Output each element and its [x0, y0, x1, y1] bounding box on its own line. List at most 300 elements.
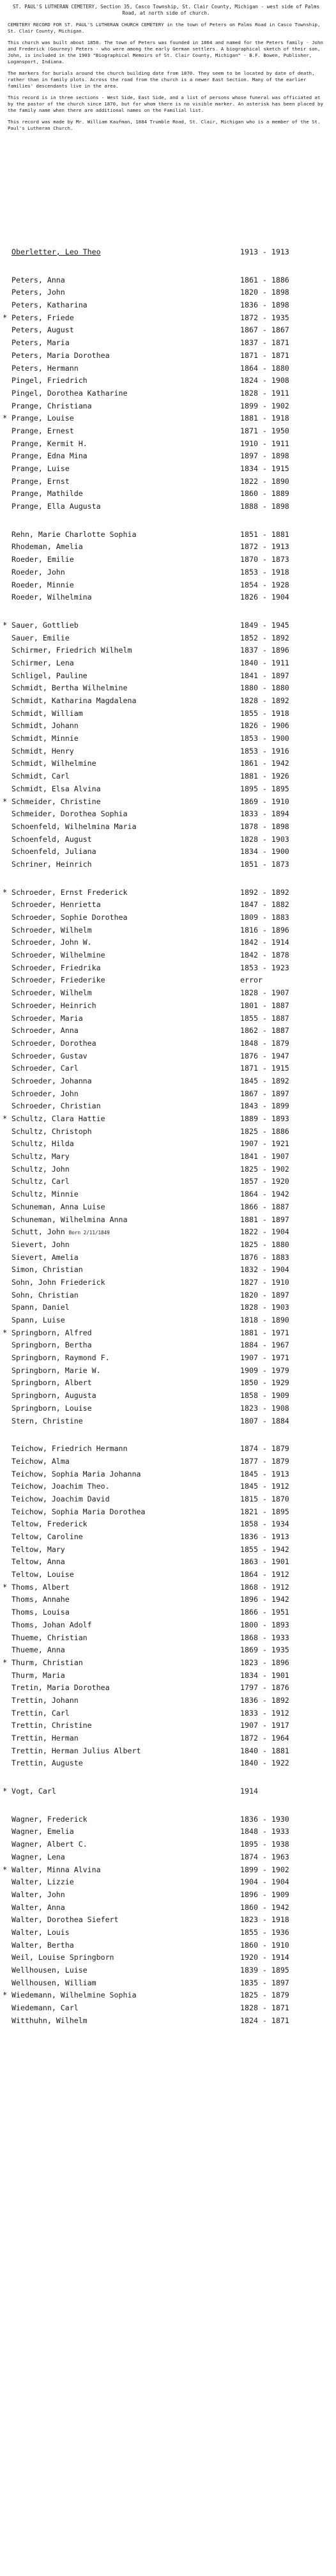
burial-years: 1866 - 1887: [240, 1202, 289, 1211]
burial-name-text: Trettin, Christine: [11, 1721, 92, 1730]
burial-name-text: Schroeder, Friedrika: [11, 963, 101, 972]
burial-name-text: Springborn, Alfred: [11, 1328, 92, 1337]
burial-name-text: Prange, Ernst: [11, 476, 70, 486]
burial-name: [11, 438, 88, 451]
history-paragraph: This church was built about 1858. The town of Peters was founded in 1864 and named for the Peters family - John and Frederick (Gourney) Peters - who were among the early German settlers. A biographical sketch of their son, John, is included in the 1903 "Biographical Memoirs of St. Clair County, Michigan" - B.F. Bowen, Publisher, Logansport, Indiana.: [8, 40, 326, 65]
burial-name-text: Schroeder, John: [11, 1089, 79, 1098]
burial-name-text: Schuneman, Wilhelmina Anna: [11, 1214, 128, 1224]
burial-name-text: Schmidt, Johann: [11, 721, 79, 731]
burial-name-text: Teltow, Mary: [11, 1544, 65, 1554]
burial-name: [11, 1657, 83, 1670]
asterisk-icon: *: [3, 1990, 8, 2000]
burial-years: 1828 - 1871: [240, 2003, 289, 2013]
burial-name: [11, 912, 127, 924]
burial-name: [11, 1493, 110, 1506]
burial-name-text: Schultz, Christoph: [11, 1126, 92, 1136]
burial-years: 1828 - 1907: [240, 988, 289, 998]
burial-row: [3, 770, 335, 783]
burial-name-text: Teltow, Caroline: [11, 1532, 83, 1541]
burial-row: [3, 2002, 335, 2015]
burial-name-text: Wagner, Frederick: [11, 1814, 88, 1824]
burial-name-text: Wiedemann, Wilhelmine Sophia: [11, 1990, 137, 2000]
burial-name: [11, 796, 101, 809]
burial-name-text: Schroeder, John W.: [11, 938, 92, 947]
burial-name-text: Schultz, Hilda: [11, 1139, 74, 1149]
burial-name-text: Weil, Louise Springborn: [11, 1953, 114, 1962]
burial-years: 1899 - 1902: [240, 401, 289, 410]
burial-name: [11, 757, 96, 770]
burial-row: [3, 299, 335, 312]
burial-name-text: Schmidt, Wilhelmine: [11, 759, 96, 768]
burial-row: [3, 1569, 335, 1581]
burial-name-text: Thoms, Louisa: [11, 1608, 70, 1617]
burial-row: [3, 324, 335, 337]
burial-row: [3, 632, 335, 645]
asterisk-icon: *: [3, 1328, 8, 1337]
burial-row: [3, 733, 335, 745]
burial-row: [3, 488, 335, 500]
burial-name: [11, 1126, 92, 1138]
burial-years: 1836 - 1898: [240, 300, 289, 310]
burial-name: [11, 1365, 101, 1377]
burial-name-text: Prange, Kermit H.: [11, 438, 88, 448]
burial-name-text: Walter, Louis: [11, 1927, 70, 1937]
burial-row: [3, 936, 335, 949]
burial-years: 1797 - 1876: [240, 1683, 289, 1693]
burial-years: 1807 - 1884: [240, 1416, 289, 1425]
burial-years: 1820 - 1897: [240, 1290, 289, 1300]
burial-years: 1825 - 1902: [240, 1164, 289, 1174]
burial-years: 1828 - 1903: [240, 834, 289, 844]
asterisk-icon: *: [3, 796, 8, 806]
burial-name-text: Teichow, Alma: [11, 1456, 70, 1466]
burial-row: [3, 1301, 335, 1314]
burial-row: [3, 1657, 335, 1670]
burial-name: [11, 1276, 105, 1289]
burial-row: [3, 821, 335, 834]
burial-row: [3, 2015, 335, 2028]
burial-row: [3, 1480, 335, 1493]
burial-row: [3, 949, 335, 962]
burial-name: [11, 350, 110, 362]
burial-row: [3, 1443, 335, 1455]
burial-years: 1825 - 1879: [240, 1990, 289, 2000]
burial-name: [11, 745, 74, 758]
burial-years: 1895 - 1895: [240, 784, 289, 793]
burial-name: [11, 682, 127, 695]
burial-name: [11, 412, 74, 425]
burial-row: [3, 1876, 335, 1889]
burial-row: [3, 438, 335, 451]
burial-name-text: Schroeder, Ernst Frederick: [11, 887, 128, 897]
burial-name: [11, 1402, 92, 1415]
burial-row: [3, 1188, 335, 1201]
burial-name: [11, 962, 101, 975]
burial-years: 1816 - 1896: [240, 925, 289, 935]
burial-name: [11, 808, 127, 821]
burial-name-text: Peters, Katharina: [11, 300, 88, 310]
burial-name: [11, 246, 101, 259]
burial-years: 1845 - 1892: [240, 1076, 289, 1085]
burial-row: [3, 1989, 335, 2002]
burial-name: [11, 733, 79, 745]
intro-paragraph: CEMETERY RECORD FOR ST. PAUL'S LUTHERAN CHURCH CEMETERY in the town of Peters on Palms Road in Casco Township, St. Clair County, Michigan.: [8, 22, 323, 34]
burial-years: 1853 - 1918: [240, 567, 289, 577]
burial-row: [3, 1151, 335, 1163]
burial-row: [3, 619, 335, 632]
burial-years: 1853 - 1923: [240, 963, 289, 972]
burial-name-text: Teichow, Joachim David: [11, 1494, 110, 1503]
burial-years: 1824 - 1908: [240, 376, 289, 385]
asterisk-icon: *: [3, 313, 8, 322]
burial-name-text: Walter, Dorothea Siefert: [11, 1915, 119, 1925]
burial-years: 1877 - 1879: [240, 1456, 289, 1466]
asterisk-icon: *: [3, 1657, 8, 1667]
burial-name-text: Schroeder, Sophie Dorothea: [11, 913, 128, 922]
burial-name-text: Prange, Edna Mina: [11, 451, 88, 461]
burial-name: [11, 1964, 88, 1977]
burial-row: [3, 1468, 335, 1481]
burial-row: [3, 757, 335, 770]
burial-name: [11, 554, 74, 566]
burial-row: [3, 962, 335, 975]
burial-row: [3, 1062, 335, 1075]
burial-name-text: Schmidt, Carl: [11, 772, 70, 781]
burial-row: [3, 541, 335, 554]
burial-row: [3, 246, 335, 259]
burial-name-text: Schmidt, Minnie: [11, 734, 79, 743]
burial-name: [11, 1719, 92, 1732]
burial-name: [11, 1506, 145, 1519]
burial-years: 1876 - 1883: [240, 1252, 289, 1262]
burial-name: [11, 974, 105, 987]
burial-years: 1909 - 1979: [240, 1365, 289, 1375]
burial-name-text: Schroeder, Johanna: [11, 1076, 92, 1085]
burial-years: 1881 - 1926: [240, 772, 289, 781]
burial-row: [3, 1289, 335, 1302]
burial-row: [3, 1050, 335, 1063]
burial-name: [11, 312, 74, 325]
burial-name: [11, 720, 79, 733]
burial-name-text: Prange, Christiana: [11, 401, 92, 410]
asterisk-icon: *: [3, 414, 8, 423]
burial-name-text: Thoms, Annahe: [11, 1595, 70, 1604]
burial-years: 1860 - 1910: [240, 1940, 289, 1950]
burial-name-text: Schmidt, Katharina Magdalena: [11, 696, 137, 705]
burial-name-text: Thoms, Albert: [11, 1582, 70, 1592]
markers-paragraph: The markers for burials around the church building date from 1870. They seem to be located by date of death, rather than in family plots. Across the road from the church is a newer East Section. Many of the earlier families' descendants live in the area.: [8, 70, 318, 89]
burial-name-text: Springborn, Albert: [11, 1378, 92, 1388]
burial-row: [3, 858, 335, 871]
burial-name: [11, 1252, 79, 1264]
burial-years: 1914: [240, 1787, 258, 1796]
burial-years: 1889 - 1893: [240, 1114, 289, 1123]
burial-name-text: Schroeder, Henrietta: [11, 900, 101, 910]
burial-name: [11, 1902, 65, 1914]
burial-name: [11, 1889, 65, 1902]
burial-name: [11, 1151, 70, 1163]
burial-years: 1827 - 1910: [240, 1277, 289, 1287]
burial-name: [11, 1455, 70, 1468]
burial-row: [3, 1314, 335, 1327]
burial-name: [11, 488, 83, 500]
burial-name-text: Simon, Christian: [11, 1265, 83, 1275]
burial-row: [3, 1951, 335, 1964]
burial-row: [3, 1939, 335, 1952]
burial-years: 1881 - 1971: [240, 1328, 289, 1337]
burial-years: 1874 - 1879: [240, 1444, 289, 1454]
burial-name: [11, 1951, 114, 1964]
burial-name: [11, 529, 136, 541]
burial-years: 1896 - 1942: [240, 1595, 289, 1604]
burial-name-text: Schmeider, Christine: [11, 796, 101, 806]
burial-years: 1818 - 1890: [240, 1315, 289, 1324]
burial-years: 1840 - 1922: [240, 1758, 289, 1768]
burial-years: 1801 - 1887: [240, 1000, 289, 1010]
burial-name-text: Schligel, Pauline: [11, 671, 88, 680]
burial-row: [3, 1864, 335, 1877]
burial-row: [3, 644, 335, 657]
burial-name-text: Trettin, Carl: [11, 1708, 70, 1718]
burial-name: [11, 1977, 96, 1990]
burial-name-text: Wagner, Emelia: [11, 1827, 74, 1836]
burial-years: 1834 - 1915: [240, 464, 289, 473]
burial-row: [3, 846, 335, 858]
burial-name: [11, 1352, 110, 1365]
burial-name: [11, 846, 96, 858]
burial-years: 1841 - 1907: [240, 1152, 289, 1161]
burial-row: [3, 1644, 335, 1657]
burial-years: 1876 - 1947: [240, 1051, 289, 1060]
burial-name-text: Thoms, Johan Adolf: [11, 1620, 92, 1629]
burial-name: [11, 1732, 79, 1745]
burial-years: 1826 - 1906: [240, 721, 289, 731]
burial-years: 1861 - 1886: [240, 275, 289, 284]
burial-name-text: Schutt, John: [11, 1227, 65, 1237]
burial-name: [11, 566, 65, 579]
burial-row: [3, 1415, 335, 1428]
burial-name-text: Schuneman, Anna Luise: [11, 1202, 105, 1211]
burial-row: [3, 1013, 335, 1025]
burial-row: [3, 579, 335, 592]
burial-row: [3, 1327, 335, 1340]
burial-name: [11, 1644, 65, 1657]
burial-years: 1848 - 1879: [240, 1038, 289, 1048]
burial-name: [11, 1000, 96, 1013]
burial-years: 1828 - 1892: [240, 696, 289, 705]
burial-name-text: Thueme, Anna: [11, 1645, 65, 1655]
burial-name-text: Schmidt, Elsa Alvina: [11, 784, 101, 793]
burial-years: 1837 - 1896: [240, 646, 289, 655]
burial-name: [11, 1927, 70, 1939]
burial-row: [3, 591, 335, 604]
burial-years: 1855 - 1918: [240, 708, 289, 718]
burial-name-text: Sohn, Christian: [11, 1290, 79, 1300]
burial-years: 1855 - 1887: [240, 1013, 289, 1023]
burial-row: [3, 1531, 335, 1544]
burial-years: 1881 - 1918: [240, 414, 289, 423]
burial-row: [3, 1377, 335, 1390]
burial-name-text: Schultz, Carl: [11, 1177, 70, 1186]
asterisk-icon: *: [3, 1787, 8, 1796]
burial-years: 1834 - 1900: [240, 847, 289, 857]
burial-name: [11, 337, 70, 350]
burial-row: [3, 1927, 335, 1939]
asterisk-icon: *: [3, 1582, 8, 1592]
burial-name: [11, 2015, 88, 2028]
burial-row: [3, 1889, 335, 1902]
burial-row: [3, 695, 335, 708]
burial-name: [11, 1415, 83, 1428]
surname-group: [3, 1785, 335, 1798]
burial-row: [3, 987, 335, 1000]
burial-years: 1880 - 1880: [240, 683, 289, 693]
burial-years: 1871 - 1915: [240, 1064, 289, 1073]
burial-name-text: Teltow, Frederick: [11, 1519, 88, 1529]
burial-row: [3, 1757, 335, 1770]
document-header: [8, 4, 325, 132]
burial-years: 1870 - 1873: [240, 555, 289, 564]
burial-years: 1842 - 1914: [240, 938, 289, 947]
burial-name: [11, 899, 101, 912]
burial-name-text: Schoenfeld, Juliana: [11, 847, 96, 857]
burial-row: [3, 1339, 335, 1352]
burial-name: [11, 579, 74, 592]
burial-name-text: Spann, Luise: [11, 1315, 65, 1324]
burial-years: 1895 - 1938: [240, 1840, 289, 1849]
burial-years: 1864 - 1942: [240, 1190, 289, 1199]
burial-years: 1821 - 1895: [240, 1507, 289, 1516]
burial-years: 1835 - 1897: [240, 1978, 289, 1987]
burial-row: [3, 1518, 335, 1531]
burial-row: [3, 1606, 335, 1619]
asterisk-icon: *: [3, 1865, 8, 1874]
burial-years: 1913 - 1913: [240, 247, 289, 256]
burial-name-text: Spann, Daniel: [11, 1303, 70, 1312]
burial-years: 1841 - 1897: [240, 671, 289, 680]
burial-years: 1847 - 1882: [240, 900, 289, 910]
burial-years: error: [240, 975, 263, 985]
burial-name-text: Teltow, Anna: [11, 1557, 65, 1567]
burial-name: [11, 670, 88, 683]
burial-name-text: Peters, Hermann: [11, 363, 79, 373]
burial-row: [3, 1594, 335, 1606]
burial-name: [11, 1531, 83, 1544]
burial-name-text: Teichow, Friedrich Hermann: [11, 1444, 128, 1454]
burial-name-text: Peters, Maria Dorothea: [11, 350, 110, 360]
burial-years: 1910 - 1911: [240, 438, 289, 448]
burial-row: [3, 708, 335, 720]
burial-years: 1858 - 1934: [240, 1519, 289, 1529]
burial-name: [11, 1113, 105, 1126]
burial-name-text: Schroeder, Heinrich: [11, 1000, 96, 1010]
burial-name-text: Schmidt, William: [11, 708, 83, 718]
burial-row: [3, 337, 335, 350]
burial-name-text: Springborn, Raymond F.: [11, 1353, 110, 1363]
burial-row: [3, 1455, 335, 1468]
burial-name: [11, 1745, 141, 1758]
burial-years: 1845 - 1913: [240, 1469, 289, 1478]
burial-years: 1888 - 1898: [240, 502, 289, 511]
burial-row: [3, 350, 335, 362]
burial-name: [11, 1581, 70, 1594]
burial-years: 1836 - 1930: [240, 1814, 289, 1824]
burial-name: [11, 1569, 74, 1581]
burial-years: 1863 - 1901: [240, 1557, 289, 1567]
burial-years: 1878 - 1898: [240, 821, 289, 831]
burial-name: [11, 1163, 70, 1176]
burial-name-text: Wiedemann, Carl: [11, 2003, 79, 2013]
burial-name-text: Prange, Mathilde: [11, 489, 83, 499]
burial-name-text: Schultz, Clara Hattie: [11, 1114, 105, 1123]
burial-row: [3, 924, 335, 937]
burial-years: 1884 - 1967: [240, 1340, 289, 1350]
burial-years: 1860 - 1889: [240, 489, 289, 499]
burial-name: [11, 1707, 70, 1720]
burial-name: [11, 1214, 127, 1227]
burial-name: [11, 1075, 92, 1088]
burial-name: [11, 887, 127, 899]
burial-row: [3, 400, 335, 413]
burial-name-text: Schoenfeld, Wilhelmina Maria: [11, 821, 137, 831]
burial-years: 1868 - 1912: [240, 1582, 289, 1592]
burial-name: [11, 632, 70, 645]
burial-name: [11, 375, 88, 387]
burial-years: 1828 - 1903: [240, 1303, 289, 1312]
burial-row: [3, 1037, 335, 1050]
asterisk-icon: *: [3, 1114, 8, 1123]
burial-row: [3, 1977, 335, 1990]
burial-row: [3, 1619, 335, 1632]
burial-name-text: Springborn, Louise: [11, 1403, 92, 1413]
burial-row: [3, 1390, 335, 1402]
burial-row: [3, 1126, 335, 1138]
burial-row: [3, 808, 335, 821]
burial-row: [3, 566, 335, 579]
burial-row: [3, 1163, 335, 1176]
burial-name-text: Schultz, Minnie: [11, 1190, 79, 1199]
burial-name: [11, 1390, 96, 1402]
burial-name: [11, 821, 136, 834]
burial-years: 1843 - 1899: [240, 1101, 289, 1111]
burial-row: [3, 1838, 335, 1851]
burial-name: [11, 987, 92, 1000]
burial-years: 1854 - 1928: [240, 580, 289, 589]
burial-name-text: Wagner, Lena: [11, 1852, 65, 1861]
burial-years: 1858 - 1909: [240, 1391, 289, 1401]
burial-name-text: Stern, Christine: [11, 1416, 83, 1425]
burial-years: 1897 - 1898: [240, 451, 289, 461]
burial-row: [3, 1175, 335, 1188]
burial-years: 1836 - 1913: [240, 1532, 289, 1541]
burial-years: 1848 - 1933: [240, 1827, 289, 1836]
burial-name: [11, 1939, 74, 1952]
burial-name-text: Roeder, Minnie: [11, 580, 74, 589]
burial-name: [11, 1025, 79, 1037]
burial-name-text: Schultz, Mary: [11, 1152, 70, 1161]
burial-years: 1823 - 1896: [240, 1657, 289, 1667]
burial-row: [3, 1544, 335, 1556]
burial-name: [11, 1480, 110, 1493]
burial-years: 1853 - 1900: [240, 734, 289, 743]
burial-name-text: Schultz, John: [11, 1164, 70, 1174]
burial-name-text: Sauer, Emilie: [11, 633, 70, 642]
burial-years: 1860 - 1942: [240, 1902, 289, 1912]
burial-name: [11, 1757, 83, 1770]
burial-name: [11, 324, 74, 337]
burial-name: [11, 1864, 101, 1877]
burial-name: [11, 1289, 79, 1302]
